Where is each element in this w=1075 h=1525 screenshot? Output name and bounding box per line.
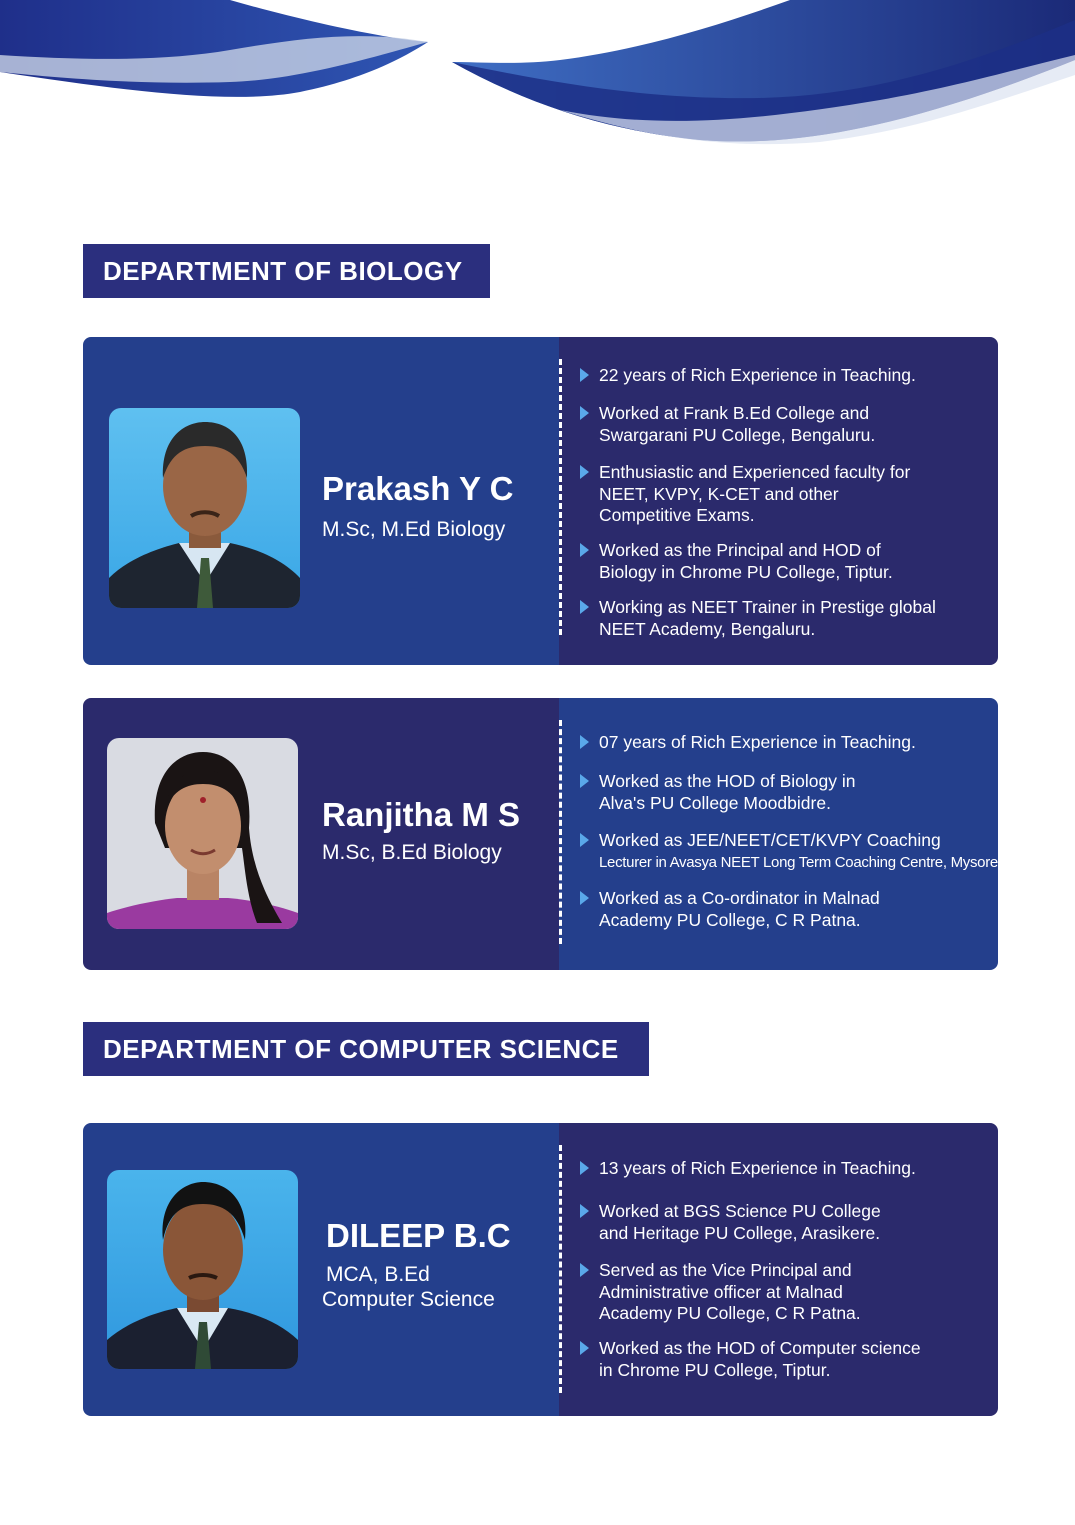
header-wave-decoration <box>0 0 1075 170</box>
bullet-arrow-icon <box>580 735 589 749</box>
bullet-arrow-icon <box>580 406 589 420</box>
faculty-photo-ranjitha <box>107 738 298 929</box>
faculty-qualification: M.Sc, M.Ed Biology <box>322 518 506 541</box>
department-computer-science-heading: DEPARTMENT OF COMPUTER SCIENCE <box>83 1022 649 1076</box>
bullet-arrow-icon <box>580 833 589 847</box>
experience-item: Worked as a Co-ordinator in Malnad Academy PU College, C R Patna. <box>599 888 984 931</box>
experience-item: Worked at BGS Science PU College and Heritage PU College, Arasikere. <box>599 1201 984 1244</box>
bullet-arrow-icon <box>580 1204 589 1218</box>
faculty-name: Ranjitha M S <box>322 796 521 833</box>
dashed-divider <box>559 359 562 635</box>
experience-item: Worked at Frank B.Ed College and Swargarani PU College, Bengaluru. <box>599 403 984 446</box>
dashed-divider <box>559 1145 562 1393</box>
faculty-card-ranjitha <box>83 698 998 970</box>
experience-item: Served as the Vice Principal and Administrative officer at Malnad Academy PU College, C R Patna. <box>599 1260 984 1325</box>
bullet-arrow-icon <box>580 1341 589 1355</box>
faculty-card-prakash <box>83 337 998 665</box>
experience-item: Worked as the HOD of Computer science in Chrome PU College, Tiptur. <box>599 1338 984 1381</box>
bullet-arrow-icon <box>580 465 589 479</box>
faculty-photo-prakash <box>109 408 300 608</box>
faculty-name: DILEEP B.C <box>326 1217 511 1254</box>
faculty-qualification-line2: Computer Science <box>322 1288 495 1311</box>
bullet-arrow-icon <box>580 1161 589 1175</box>
experience-item: 13 years of Rich Experience in Teaching. <box>599 1158 984 1180</box>
bullet-arrow-icon <box>580 774 589 788</box>
bullet-arrow-icon <box>580 600 589 614</box>
experience-item: Enthusiastic and Experienced faculty for NEET, KVPY, K-CET and other Competitive Exams. <box>599 462 984 527</box>
bullet-arrow-icon <box>580 891 589 905</box>
faculty-qualification-line1: MCA, B.Ed <box>326 1263 430 1286</box>
experience-item: Worked as JEE/NEET/CET/KVPY Coaching Lecturer in Avasya NEET Long Term Coaching Centre, Mysore <box>599 830 984 873</box>
experience-item: Working as NEET Trainer in Prestige global NEET Academy, Bengaluru. <box>599 597 984 640</box>
department-biology-heading: DEPARTMENT OF BIOLOGY <box>83 244 490 298</box>
faculty-name: Prakash Y C <box>322 470 514 507</box>
experience-item: Worked as the HOD of Biology in Alva's PU College Moodbidre. <box>599 771 984 814</box>
experience-item: 07 years of Rich Experience in Teaching. <box>599 732 984 754</box>
bullet-arrow-icon <box>580 1263 589 1277</box>
bullet-arrow-icon <box>580 368 589 382</box>
bullet-arrow-icon <box>580 543 589 557</box>
dashed-divider <box>559 720 562 944</box>
faculty-photo-dileep <box>107 1170 298 1369</box>
experience-item: Worked as the Principal and HOD of Biology in Chrome PU College, Tiptur. <box>599 540 984 583</box>
experience-item: 22 years of Rich Experience in Teaching. <box>599 365 984 387</box>
faculty-qualification: M.Sc, B.Ed Biology <box>322 841 502 864</box>
faculty-card-dileep <box>83 1123 998 1416</box>
